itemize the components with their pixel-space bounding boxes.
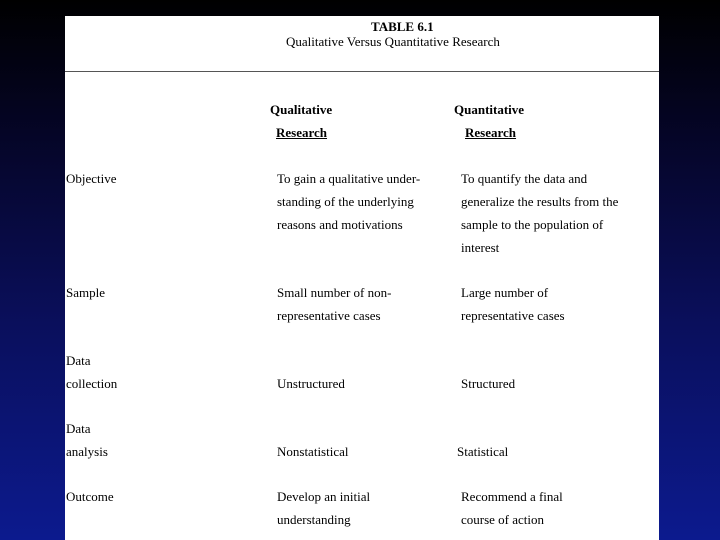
- column-header-qualitative: Qualitative: [270, 102, 333, 117]
- table-cell: standing of the underlying: [277, 194, 414, 209]
- table-cell: Large number of: [461, 285, 549, 300]
- table-cell: To quantify the data and: [461, 171, 588, 186]
- table-cell: generalize the results from the: [461, 194, 619, 209]
- column-header-qualitative-research: Research: [276, 125, 328, 140]
- row-label-sample: Sample: [66, 285, 105, 300]
- row-label-objective: Objective: [66, 171, 117, 186]
- column-header-quantitative-research: Research: [465, 125, 517, 140]
- row-label-data-analysis: analysis: [66, 444, 108, 459]
- table-cell: Unstructured: [277, 376, 345, 391]
- table-cell: sample to the population of: [461, 217, 604, 232]
- table-cell: Statistical: [457, 444, 509, 459]
- table-cell: representative cases: [461, 308, 565, 323]
- table-cell: representative cases: [277, 308, 381, 323]
- table-title: TABLE 6.1: [371, 19, 434, 34]
- row-label-data-collection: collection: [66, 376, 118, 391]
- table-cell: interest: [461, 240, 500, 255]
- row-label-data-analysis: Data: [66, 421, 91, 436]
- table-cell: To gain a qualitative under-: [277, 171, 421, 186]
- column-header-quantitative: Quantitative: [454, 102, 525, 117]
- table-cell: understanding: [277, 512, 351, 527]
- table-cell: Recommend a final: [461, 489, 563, 504]
- table-cell: reasons and motivations: [277, 217, 403, 232]
- table-subtitle: Qualitative Versus Quantitative Research: [286, 34, 500, 49]
- header-divider: [65, 71, 659, 72]
- table-cell: Develop an initial: [277, 489, 371, 504]
- table-cell: course of action: [461, 512, 545, 527]
- table-cell: Nonstatistical: [277, 444, 349, 459]
- table-cell: Structured: [461, 376, 516, 391]
- row-label-data-collection: Data: [66, 353, 91, 368]
- table-cell: Small number of non-: [277, 285, 392, 300]
- table-sheet: [65, 16, 659, 540]
- row-label-outcome: Outcome: [66, 489, 114, 504]
